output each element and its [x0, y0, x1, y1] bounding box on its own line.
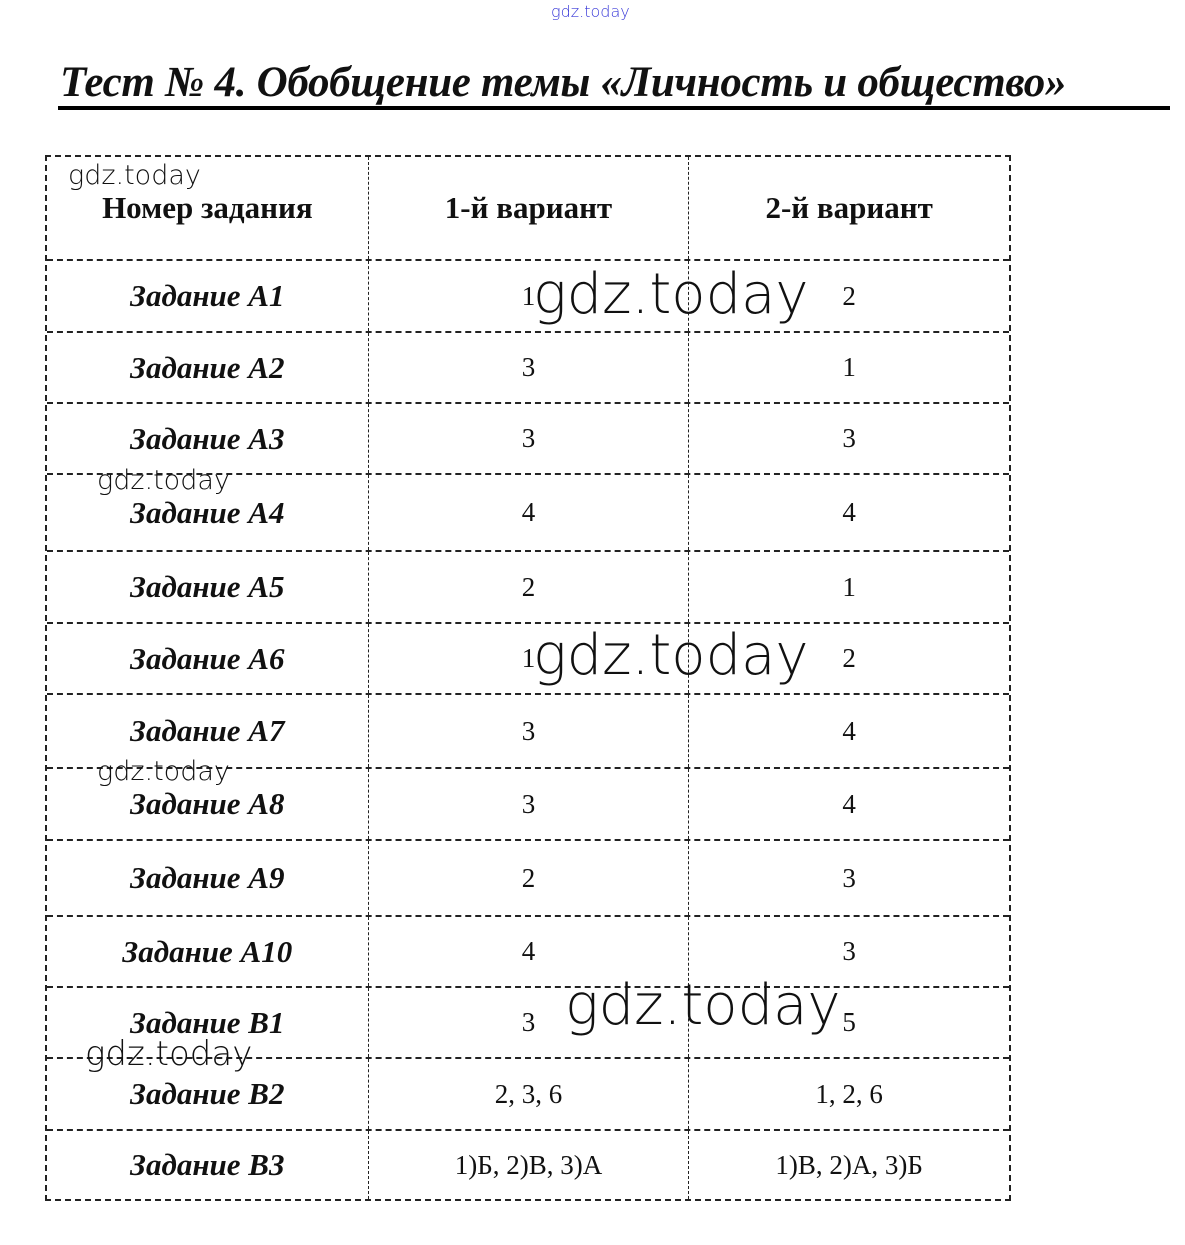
table-header-row: [47, 157, 1009, 259]
header-variant-2: 2-й вариант: [688, 157, 1009, 259]
task-name: Задание А2: [130, 349, 285, 385]
variant-1-answer: 4: [368, 475, 689, 550]
variant-2-answer: 3: [688, 404, 1009, 473]
variant-1-answer: 2: [368, 552, 689, 622]
table-row: [47, 402, 1009, 473]
header-task-number: Номер задания: [102, 190, 313, 225]
task-name: Задание В2: [130, 1076, 285, 1111]
task-name: Задание А6: [130, 640, 285, 676]
variant-2-answer: 5: [688, 988, 1009, 1057]
table-row: [47, 839, 1009, 915]
variant-1-answer: 2: [368, 841, 689, 915]
variant-1-answer: 3: [368, 988, 689, 1057]
table-row: [47, 1129, 1009, 1199]
task-name: Задание А8: [130, 786, 285, 821]
task-name: Задание А9: [130, 860, 285, 895]
title-underline: [58, 106, 1170, 110]
answers-table: [45, 155, 1011, 1201]
variant-2-answer: 4: [688, 695, 1009, 767]
table-row: [47, 622, 1009, 693]
variant-2-answer: 4: [688, 769, 1009, 839]
table-row: [47, 550, 1009, 622]
table-row: [47, 986, 1009, 1057]
task-name: Задание А5: [130, 569, 285, 604]
task-name: Задание А3: [130, 420, 285, 456]
task-name: Задание А10: [122, 933, 293, 969]
header-variant-1: 1-й вариант: [368, 157, 689, 259]
table-row: [47, 473, 1009, 550]
variant-2-answer: 1: [688, 552, 1009, 622]
table-row: [47, 259, 1009, 331]
task-name: Задание А4: [130, 494, 285, 530]
variant-1-answer: 3: [368, 769, 689, 839]
page-title: Тест № 4. Обобщение темы «Личность и общество»: [60, 59, 1067, 106]
table-row: [47, 767, 1009, 839]
task-name: Задание А7: [130, 713, 285, 748]
watermark: gdz.today: [533, 623, 809, 688]
variant-2-answer: 1: [688, 333, 1009, 402]
watermark: gdz.today: [533, 262, 809, 327]
variant-2-answer: 3: [688, 917, 1009, 986]
variant-1-answer: 1)Б, 2)В, 3)А: [368, 1131, 689, 1199]
table-row: [47, 693, 1009, 767]
variant-1-answer: 3: [368, 695, 689, 767]
watermark-top: gdz.today: [551, 2, 630, 21]
watermark: gdz.today: [97, 756, 230, 787]
table-row: [47, 331, 1009, 402]
task-name: Задание В3: [130, 1147, 285, 1182]
watermark: gdz.today: [68, 160, 201, 191]
variant-1-answer: 1: [368, 261, 689, 331]
variant-2-answer: 2: [688, 624, 1009, 693]
variant-1-answer: 1: [368, 624, 689, 693]
table-row: [47, 1057, 1009, 1129]
variant-1-answer: 3: [368, 404, 689, 473]
watermark: gdz.today: [97, 465, 230, 496]
variant-1-answer: 4: [368, 917, 689, 986]
task-name: Задание А1: [130, 278, 285, 313]
table-row: [47, 915, 1009, 986]
variant-2-answer: 4: [688, 475, 1009, 550]
variant-2-answer: 1)В, 2)А, 3)Б: [688, 1131, 1009, 1199]
variant-1-answer: 3: [368, 333, 689, 402]
task-name: Задание В1: [130, 1004, 285, 1040]
variant-2-answer: 3: [688, 841, 1009, 915]
watermark: gdz.today: [85, 1034, 253, 1074]
watermark: gdz.today: [565, 973, 841, 1038]
variant-1-answer: 2, 3, 6: [368, 1059, 689, 1129]
variant-2-answer: 1, 2, 6: [688, 1059, 1009, 1129]
variant-2-answer: 2: [688, 261, 1009, 331]
